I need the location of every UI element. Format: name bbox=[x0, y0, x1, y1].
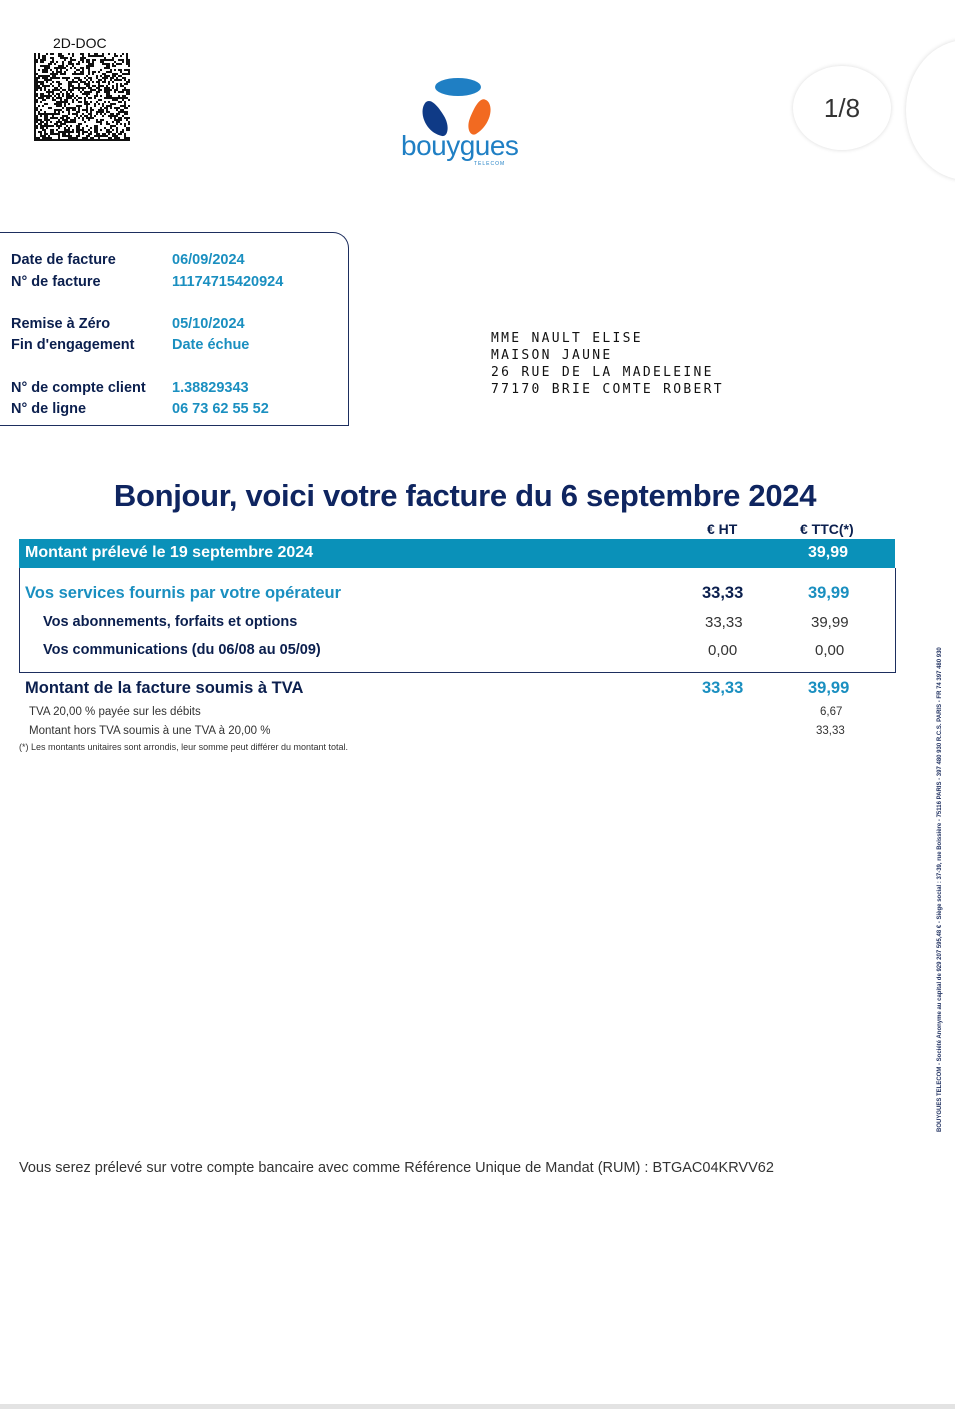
twod-doc-label: 2D-DOC bbox=[53, 35, 107, 51]
invoice-date-label: Date de facture bbox=[11, 252, 116, 268]
amount-banner-label: Montant prélevé le 19 septembre 2024 bbox=[25, 544, 314, 561]
account-value: 1.38829343 bbox=[172, 380, 249, 396]
line-value: 06 73 62 55 52 bbox=[172, 401, 269, 417]
invoice-date-value: 06/09/2024 bbox=[172, 252, 245, 268]
legal-mention: BOUYGUES TELECOM - Société Anonyme au capital de 929 207 595,48 € - Siège social : 37-39, rue Boissière - 75116 PARIS - 397 480 930 R.C.S. PARIS - FR 74 397 480 930 bbox=[937, 647, 943, 1132]
page-counter[interactable] bbox=[793, 66, 891, 150]
page-counter-text: 1/8 bbox=[823, 92, 861, 123]
communications-ht: 0,00 bbox=[708, 642, 738, 659]
logo-subtitle: TELECOM bbox=[474, 161, 506, 167]
address-line-1: MME NAULT ELISE bbox=[491, 331, 643, 346]
amount-banner-value: 39,99 bbox=[808, 544, 849, 561]
mandate-reference: Vous serez prélevé sur votre compte bancaire avec comme Référence Unique de Mandat (RUM) : BTGAC04KRVV62 bbox=[19, 1160, 774, 1176]
page-bottom-divider bbox=[0, 1404, 955, 1409]
subscriptions-ttc: 39,99 bbox=[811, 614, 849, 631]
reset-label: Remise à Zéro bbox=[11, 316, 111, 332]
subscriptions-label: Vos abonnements, forfaits et options bbox=[43, 614, 298, 630]
reset-value: 05/10/2024 bbox=[172, 316, 245, 332]
twod-doc-barcode-icon bbox=[34, 53, 130, 141]
recipient-address bbox=[491, 330, 724, 398]
rounding-note: (*) Les montants unitaires sont arrondis, leur somme peut différer du montant total. bbox=[19, 742, 348, 752]
address-line-2: MAISON JAUNE bbox=[491, 348, 613, 363]
tva-line-2-label: Montant hors TVA soumis à une TVA à 20,00 % bbox=[29, 725, 271, 737]
tva-title: Montant de la facture soumis à TVA bbox=[25, 679, 304, 697]
invoice-number-value: 11174715420924 bbox=[172, 274, 284, 290]
tva-ttc: 39,99 bbox=[808, 679, 850, 697]
engagement-label: Fin d'engagement bbox=[11, 337, 135, 353]
subscriptions-ht: 33,33 bbox=[705, 614, 743, 631]
services-ht: 33,33 bbox=[702, 584, 744, 602]
page-title: Bonjour, voici votre facture du 6 septembre 2024 bbox=[113, 478, 817, 513]
tva-line-1-value: 6,67 bbox=[820, 706, 843, 718]
line-label: N° de ligne bbox=[11, 401, 87, 417]
side-navigation-button[interactable] bbox=[906, 40, 955, 180]
column-header-ht: € HT bbox=[707, 521, 738, 537]
invoice-number-label: N° de facture bbox=[11, 274, 101, 290]
address-line-4: 77170 BRIE COMTE ROBERT bbox=[491, 382, 724, 397]
communications-label: Vos communications (du 06/08 au 05/09) bbox=[43, 642, 321, 658]
tva-line-1-label: TVA 20,00 % payée sur les débits bbox=[29, 706, 201, 718]
engagement-value: Date échue bbox=[172, 337, 250, 353]
services-ttc: 39,99 bbox=[808, 584, 850, 602]
services-title: Vos services fournis par votre opérateur bbox=[25, 584, 342, 602]
column-header-ttc: € TTC(*) bbox=[800, 521, 854, 537]
tva-line-2-value: 33,33 bbox=[816, 725, 845, 737]
communications-ttc: 0,00 bbox=[815, 642, 845, 659]
tva-ht: 33,33 bbox=[702, 679, 744, 697]
address-line-3: 26 RUE DE LA MADELEINE bbox=[491, 365, 714, 380]
account-label: N° de compte client bbox=[11, 380, 146, 396]
logo-wordmark: bouygues bbox=[401, 130, 519, 161]
